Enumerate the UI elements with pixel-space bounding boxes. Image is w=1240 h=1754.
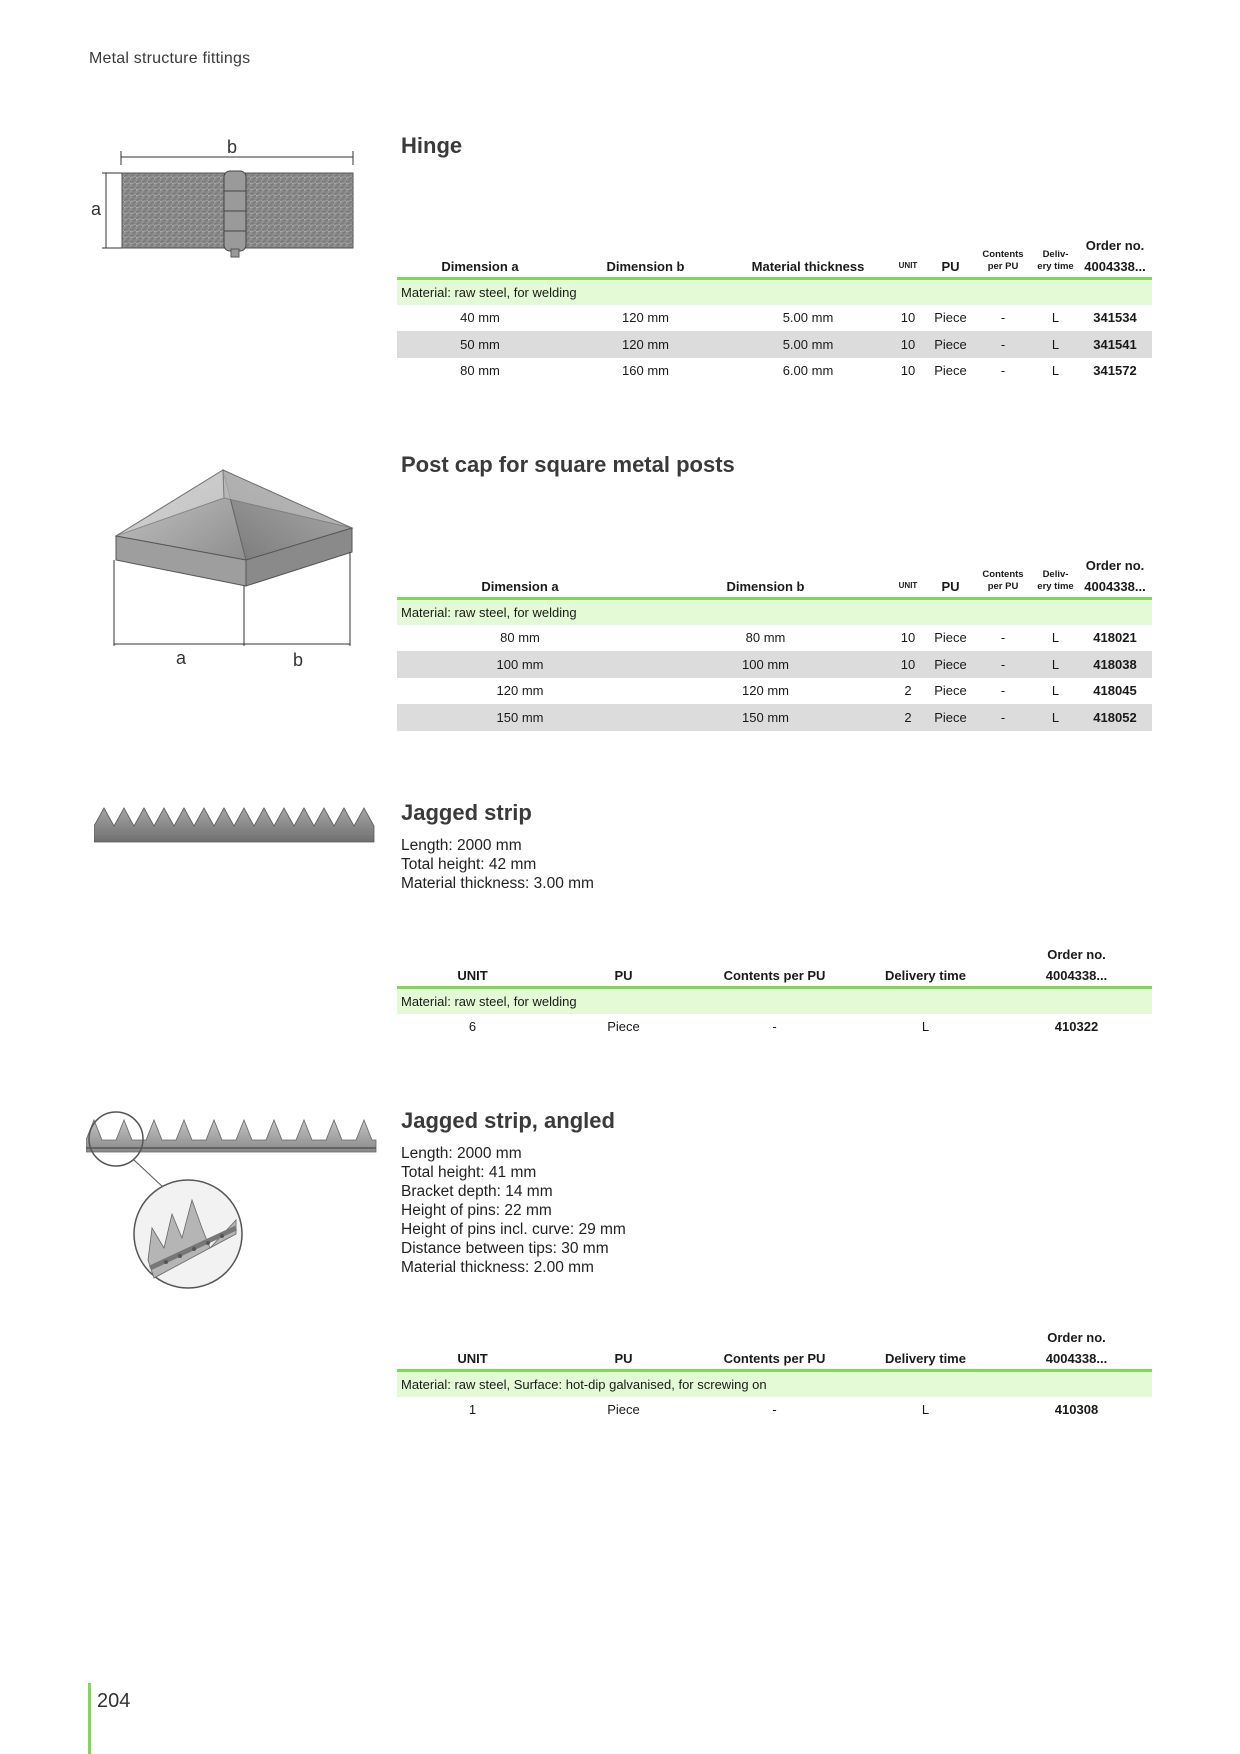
table-cell: L — [1051, 363, 1060, 379]
table-cell: - — [1000, 310, 1006, 326]
table-cell: 80 mm — [745, 630, 786, 646]
jagged-strip-angled-title: Jagged strip, angled — [401, 1108, 615, 1133]
col-contents-per-pu: Contents per PU — [973, 238, 1033, 279]
table-cell: 40 mm — [460, 310, 500, 326]
col-pu: PU — [928, 558, 973, 599]
table-cell: 1 — [468, 1402, 477, 1418]
col-pu: PU — [548, 1330, 699, 1371]
table-cell: 6.00 mm — [782, 363, 834, 379]
col-delivery-time: Delivery time — [850, 947, 1001, 988]
material-row: Material: raw steel, for welding — [397, 988, 1152, 1014]
table-cell: 120 mm — [622, 310, 669, 326]
jagged-strip-angled-image — [86, 1110, 378, 1300]
table-cell: - — [1000, 363, 1006, 379]
table-cell: Piece — [607, 1019, 640, 1035]
page-accent-bar — [88, 1683, 91, 1754]
table-cell: 10 — [888, 331, 928, 358]
table-cell: - — [973, 331, 1033, 358]
table-cell: 120 mm — [563, 331, 728, 358]
order-number: 341572 — [1093, 363, 1137, 379]
order-number: 418038 — [1078, 651, 1152, 678]
material-row: Material: raw steel, for welding — [397, 599, 1152, 625]
description-line: Distance between tips: 30 mm — [401, 1240, 609, 1257]
jagged-strip-table — [397, 947, 1152, 1040]
dimension-label-b: b — [292, 650, 304, 670]
post-cap-title: Post cap for square metal posts — [401, 452, 735, 477]
table-row — [397, 305, 1152, 332]
col-dimension-a: Dimension a — [397, 558, 643, 599]
page-header-title: Metal structure fittings — [89, 50, 251, 67]
order-number: 341541 — [1078, 331, 1152, 358]
table-row — [397, 678, 1152, 705]
col-contents-per-pu: Contents per PU — [699, 1330, 850, 1371]
post-cap-table — [397, 558, 1152, 731]
table-cell: - — [772, 1402, 777, 1418]
table-row — [397, 358, 1152, 385]
table-row — [397, 651, 1152, 678]
col-material-thickness: Material thickness — [728, 238, 888, 279]
table-row — [397, 1014, 1152, 1041]
table-cell: 6 — [468, 1019, 477, 1035]
order-number: 418052 — [1078, 704, 1152, 731]
table-row — [397, 704, 1152, 731]
table-cell: L — [1033, 704, 1078, 731]
table-cell: 5.00 mm — [728, 331, 888, 358]
table-cell: Piece — [607, 1402, 640, 1418]
jagged-strip-title: Jagged strip — [401, 800, 532, 825]
col-order-no: Order no. 4004338... — [1078, 558, 1152, 599]
description-line: Height of pins incl. curve: 29 mm — [401, 1221, 626, 1238]
table-row — [397, 1397, 1152, 1424]
hinge-title: Hinge — [401, 133, 463, 158]
material-row: Material: raw steel, for welding — [397, 279, 1152, 305]
table-cell: L — [1051, 310, 1060, 326]
col-order-no: Order no. 4004338... — [1001, 947, 1152, 988]
table-cell: 120 mm — [496, 683, 544, 699]
description-line: Bracket depth: 14 mm — [401, 1183, 553, 1200]
jagged-strip-angled-table — [397, 1330, 1152, 1423]
col-unit: UNIT — [397, 947, 548, 988]
order-number: 410322 — [1054, 1019, 1099, 1035]
col-pu: PU — [548, 947, 699, 988]
dimension-label-a: a — [175, 648, 187, 668]
table-cell: Piece — [934, 310, 967, 326]
col-dimension-b: Dimension b — [563, 238, 728, 279]
col-unit: UNIT — [397, 1330, 548, 1371]
table-cell: 100 mm — [397, 651, 643, 678]
order-number: 418045 — [1093, 683, 1137, 699]
material-row: Material: raw steel, Surface: hot-dip galvanised, for screwing on — [397, 1371, 1152, 1397]
order-number: 418021 — [1093, 630, 1137, 646]
table-cell: L — [921, 1402, 930, 1418]
table-cell: 2 — [904, 683, 912, 699]
jagged-strip-image — [94, 804, 376, 844]
table-cell: 10 — [900, 630, 916, 646]
table-cell: Piece — [928, 651, 973, 678]
hinge-table — [397, 238, 1152, 384]
description-line: Height of pins: 22 mm — [401, 1202, 552, 1219]
table-cell: - — [1000, 683, 1006, 699]
description-line: Total height: 41 mm — [401, 1164, 537, 1181]
col-unit: UNIT — [888, 238, 928, 279]
table-cell: 10 — [888, 651, 928, 678]
col-dimension-b: Dimension b — [643, 558, 888, 599]
description-line: Material thickness: 2.00 mm — [401, 1259, 594, 1276]
table-cell: - — [772, 1019, 777, 1035]
col-order-no: Order no. 4004338... — [1078, 238, 1152, 279]
col-contents-per-pu: Contents per PU — [973, 558, 1033, 599]
table-cell: 50 mm — [397, 331, 563, 358]
table-cell: Piece — [928, 704, 973, 731]
description-line: Material thickness: 3.00 mm — [401, 875, 594, 892]
table-cell: Piece — [934, 683, 967, 699]
table-cell: - — [973, 651, 1033, 678]
description-line: Total height: 42 mm — [401, 856, 537, 873]
table-cell: 100 mm — [643, 651, 888, 678]
col-delivery-time: Deliv- ery time — [1033, 238, 1078, 279]
post-cap-image — [108, 468, 358, 678]
table-cell: 120 mm — [742, 683, 789, 699]
col-pu: PU — [928, 238, 973, 279]
table-cell: - — [973, 704, 1033, 731]
table-row — [397, 331, 1152, 358]
table-cell: L — [1051, 630, 1060, 646]
jagged-strip-description — [401, 836, 594, 893]
table-cell: 2 — [888, 704, 928, 731]
table-cell: L — [921, 1019, 930, 1035]
col-delivery-time: Delivery time — [850, 1330, 1001, 1371]
table-cell: 80 mm — [500, 630, 540, 646]
table-cell: 80 mm — [460, 363, 500, 379]
col-order-no: Order no. 4004338... — [1001, 1330, 1152, 1371]
order-number: 341534 — [1093, 310, 1137, 326]
jagged-strip-angled-description — [401, 1144, 626, 1277]
table-cell: 160 mm — [622, 363, 669, 379]
description-line: Length: 2000 mm — [401, 837, 522, 854]
order-number: 410308 — [1054, 1402, 1099, 1418]
table-cell: 150 mm — [643, 704, 888, 731]
description-line: Length: 2000 mm — [401, 1145, 522, 1162]
table-cell: 5.00 mm — [782, 310, 834, 326]
table-row — [397, 625, 1152, 652]
table-cell: Piece — [928, 331, 973, 358]
table-cell: - — [1000, 630, 1006, 646]
table-cell: L — [1033, 651, 1078, 678]
table-cell: 150 mm — [397, 704, 643, 731]
table-cell: 10 — [900, 310, 916, 326]
col-delivery-time: Deliv- ery time — [1033, 558, 1078, 599]
table-cell: L — [1033, 331, 1078, 358]
col-contents-per-pu: Contents per PU — [699, 947, 850, 988]
hinge-image — [88, 135, 358, 265]
dimension-label-b: b — [226, 137, 238, 157]
table-cell: L — [1051, 683, 1060, 699]
table-cell: 10 — [900, 363, 916, 379]
page-number: 204 — [97, 1690, 131, 1712]
col-unit: UNIT — [888, 558, 928, 599]
col-dimension-a: Dimension a — [397, 238, 563, 279]
table-cell: Piece — [934, 630, 967, 646]
table-cell: Piece — [934, 363, 967, 379]
dimension-label-a: a — [90, 199, 102, 219]
